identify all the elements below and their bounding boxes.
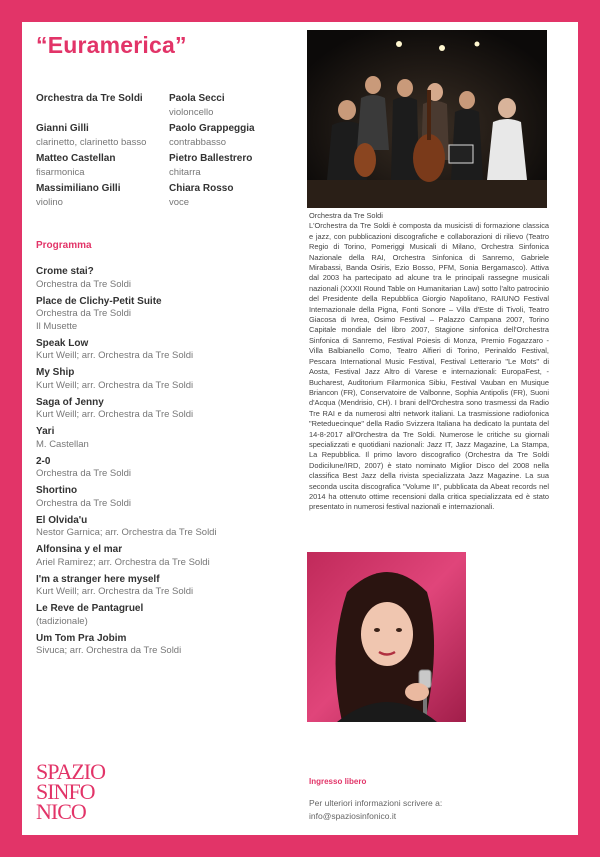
program-item (36, 456, 296, 486)
performer-ensemble (36, 92, 166, 106)
performer-role: chitarra (169, 167, 201, 178)
program-sheet (22, 22, 578, 835)
piece-composer: M. Castellan (36, 438, 89, 450)
performer (36, 182, 166, 210)
piece-title: 2-0 (36, 455, 51, 467)
performer (169, 122, 299, 150)
performer-name: Orchestra da Tre Soldi (36, 93, 143, 104)
piece-title: Speak Low (36, 337, 89, 349)
logo-line: SINFO (36, 779, 95, 804)
performer-role: clarinetto, clarinetto basso (36, 137, 147, 148)
concert-title: “Euramerica” (36, 32, 187, 58)
ingresso-libero: Ingresso libero (309, 777, 367, 786)
program-item (36, 485, 296, 515)
program-item (36, 544, 296, 574)
performer (169, 152, 299, 180)
performer-name: Chiara Rosso (169, 183, 234, 194)
performer-name: Massimiliano Gilli (36, 183, 121, 194)
spazio-sinfonico-logo (36, 759, 126, 824)
program-item (36, 397, 296, 427)
piece-composer: Sivuca; arr. Orchestra da Tre Soldi (36, 645, 182, 656)
piece-composer: Kurt Weill; arr. Orchestra da Tre Soldi (36, 350, 194, 361)
piece-composer: Orchestra da Tre Soldi (36, 278, 132, 290)
bio-heading: Orchestra da Tre Soldi (309, 211, 383, 220)
program-item (36, 296, 296, 338)
program-item (36, 426, 296, 456)
piece-composer: Kurt Weill; arr. Orchestra da Tre Soldi (36, 409, 194, 420)
piece-composer: Orchestra da Tre Soldi (36, 308, 132, 319)
piece-composer: Nestor Garnica; arr. Orchestra da Tre Soldi (36, 527, 217, 538)
program-item (36, 266, 296, 296)
piece-composer: Ariel Ramirez; arr. Orchestra da Tre Soldi (36, 556, 210, 568)
contact-email[interactable]: info@spaziosinfonico.it (309, 810, 397, 821)
piece-title: Yari (36, 426, 55, 437)
singer-photo-illustration (307, 552, 466, 722)
performer (36, 122, 166, 150)
bio-text: L'Orchestra da Tre Soldi è composta da musicisti di formazione classica e jazz, con pubblicazioni discografiche e collaborazioni di rilievo (Teatro Regio di Torino, Pomeriggi Musicali di Milano, Orchestra Sinfonica Nazionale della RAI, Orchestra Sinfonica di Sanremo, Gabriele Mirabassi, Banda Osiris, Ezio Bosso, PFM, Sonia Bergamasco). Attiva dal 2003 ha partecipato ad alcune tra le principali rassegne musicali nazionali (XXXII Round Table on Humanitarian Law) sotto l'alto patrocinio del Presidente della Repubblica Giorgio Napolitano, RAIUNO Festival Internazionale della Pigna, Fonti Sonore – Villa d'Este di Tivoli, Teatro Giacosa di Ivrea, Osimo Festival – Palazzo Campana 2007, Torino Capitale mondiale del libro 2007, Stagione sinfonica dell'Orchestra Sinfonica di Sanremo, Festival Poiesis di Monza, Premio Fogazzaro - Villa Balbianello Como, Teatro Alfieri di Torino, Perinaldo Festival, Pescara International Music Festival, Festival Letterario "Le Mots" di Aosta, Festival Jazz Altro di Varese e internazionali: EuropaFest, - Bucharest, Auditorium Filarmonica Sibiu, Festival Vauban en Musique Briancon (FR), Conservatoire de Valbonne, Sophia Antipolis (FR), Suoni d'Acqua (Mendrisio, CH). I brani dell'Orchestra sono trasmessi da Radio Tre RAI e da numerosi altri network italiani. La trasmissione radiofonica "Reteduecinque" della Radio Svizzera Italiana ha dedicato la puntata del 14-8-2017 all'Orchestra da Tre Soldi. Numerose le critiche su giornali specializzati e quotidiani nazionali: Jazz IT, Jazz Magazine, La Stampa, La Repubblica. Il primo lavoro discografico (Orchestra da Tre Soldi Dodicilune/IRD, 2007) è stato nominato Miglior Disco del 2008 nella classifica Best Jazz della rivista specializzata Jazz Magazine. La sua seconda uscita discografica "Volume II", pubblicata da Abeat records nel 2014 ha ottenuto ottime recensioni dalla critica specializzata ed è stato presentato in numerosi festival nazionali e internazionali. (309, 221, 549, 512)
ensemble-photo (307, 30, 547, 208)
performer (169, 182, 299, 210)
piece-composer: Orchestra da Tre Soldi (36, 468, 132, 479)
performer (36, 152, 166, 180)
singer-photo (307, 552, 466, 722)
performer-role: violoncello (169, 107, 214, 118)
piece-title: Place de Clichy-Petit Suite (36, 295, 162, 307)
performer-name: Paolo Grappeggia (169, 123, 255, 134)
program-item (36, 633, 296, 663)
piece-title: Um Tom Pra Jobim (36, 632, 127, 644)
programma-list (36, 266, 296, 662)
performer-role: contrabbasso (169, 137, 227, 148)
ensemble-bio (309, 211, 549, 513)
piece-composer: Orchestra da Tre Soldi (36, 497, 132, 509)
piece-title: El Olvida'u (36, 514, 88, 526)
programma-heading: Programma (36, 240, 92, 251)
piece-composer: Kurt Weill; arr. Orchestra da Tre Soldi (36, 586, 194, 597)
piece-composer: Kurt Weill; arr. Orchestra da Tre Soldi (36, 379, 194, 391)
ensemble-photo-illustration (307, 30, 547, 208)
program-item (36, 603, 296, 633)
piece-title: Crome stai? (36, 266, 94, 277)
performer-name: Paola Secci (169, 93, 225, 104)
performer (169, 92, 299, 120)
piece-title: Alfonsina y el mar (36, 544, 123, 555)
program-item (36, 515, 296, 545)
performer-role: voce (169, 197, 190, 208)
program-item (36, 574, 296, 604)
piece-title: Le Reve de Pantagruel (36, 603, 144, 614)
program-item (36, 338, 296, 368)
performer-role: violino (36, 197, 63, 208)
performer-role: fisarmonica (36, 167, 85, 178)
logo-line: SPAZIO (36, 759, 105, 784)
piece-composer: (tadizionale) (36, 615, 88, 627)
program-item (36, 367, 296, 397)
piece-title: My Ship (36, 367, 75, 378)
performer-name: Matteo Castellan (36, 153, 116, 164)
performer-name: Pietro Ballestrero (169, 153, 253, 164)
piece-title: I'm a stranger here myself (36, 573, 160, 585)
contact-info (309, 797, 549, 822)
piece-title: Shortino (36, 485, 78, 496)
piece-title: Saga of Jenny (36, 396, 104, 408)
piece-subtitle: Il Musette (36, 320, 78, 332)
logo-line: NICO (36, 799, 86, 824)
performer-name: Gianni Gilli (36, 123, 89, 134)
contact-text: Per ulteriori informazioni scrivere a: (309, 798, 443, 808)
